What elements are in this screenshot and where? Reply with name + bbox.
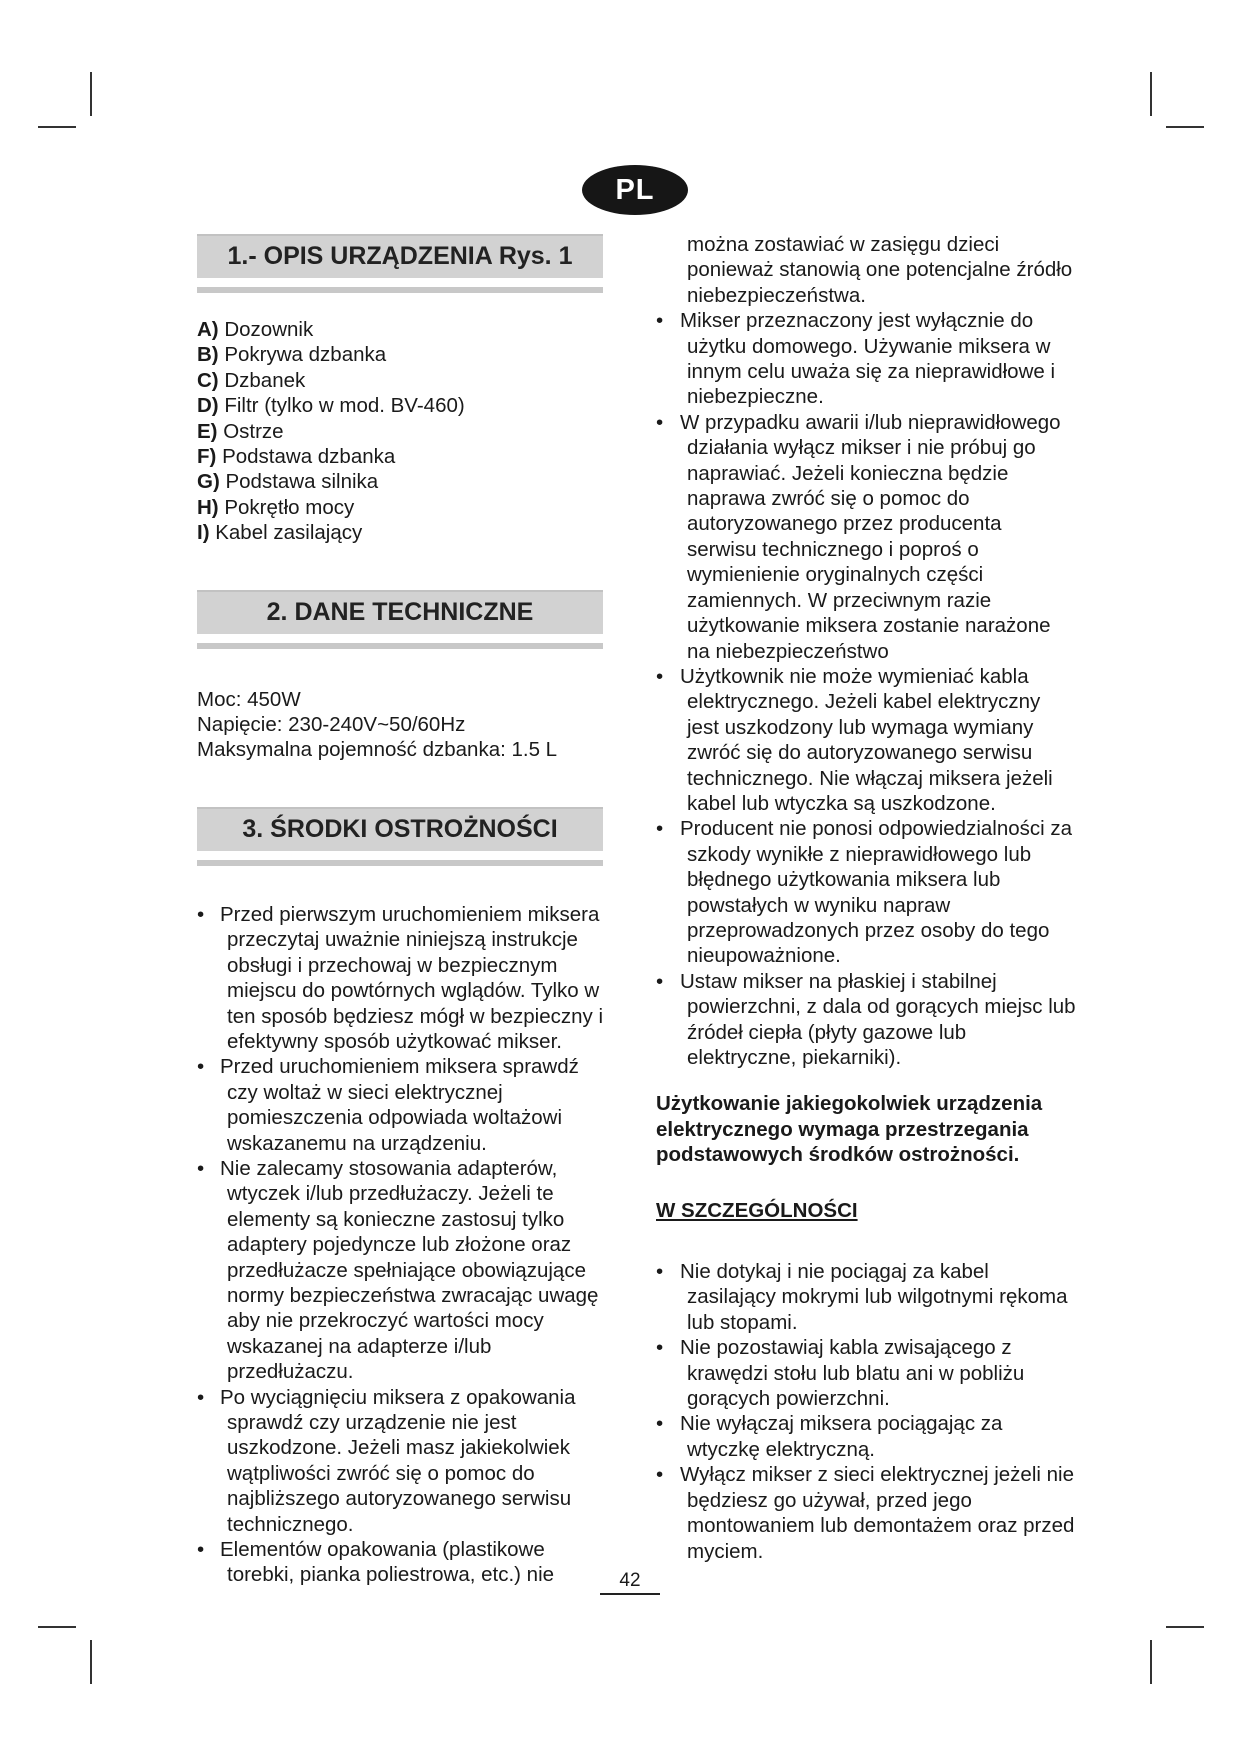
- part-item: [197, 419, 612, 444]
- page-number: 42: [600, 1570, 660, 1595]
- section-title: 1.- OPIS URZĄDZENIA Rys. 1: [197, 234, 603, 278]
- crop-mark-top-right-v: [1150, 72, 1152, 116]
- particular-item: • Nie wyłączaj miksera pociągając za wtyczkę elektryczną.: [656, 1411, 1076, 1462]
- particular-item: • Wyłącz mikser z sieci elektrycznej jeżeli nie będziesz go używał, przed jego montowaniem lub demontażem oraz przed myciem.: [656, 1462, 1076, 1564]
- crop-mark-top-left-v: [90, 72, 92, 116]
- precaution-item: • Mikser przeznaczony jest wyłącznie do użytku domowego. Używanie miksera w innym celu uważa się za nieprawidłowe i niebezpieczne.: [656, 308, 1076, 410]
- precautions-list-left: [197, 902, 612, 1588]
- part-item: [197, 317, 612, 342]
- precautions-list-right: [656, 308, 1076, 1070]
- part-name: Ostrze: [223, 419, 284, 443]
- part-letter: G): [197, 470, 220, 494]
- part-name: Filtr (tylko w mod. BV-460): [224, 394, 465, 418]
- particular-list: [656, 1259, 1076, 1564]
- part-item: [197, 393, 612, 418]
- tech-specs: [197, 687, 612, 763]
- part-item: [197, 495, 612, 520]
- right-column: [656, 232, 1076, 1564]
- precaution-item: • Użytkownik nie może wymieniać kabla elektrycznego. Jeżeli kabel elektryczny jest uszkodzony lub wymaga wymiany zwróć się do autoryzowanego serwisu technicznego. Nie włączaj miksera jeżeli kabel lub wtyczka są uszkodzone.: [656, 664, 1076, 816]
- left-column: [197, 234, 612, 1588]
- crop-mark-bottom-right-h: [1166, 1626, 1204, 1628]
- crop-mark-bottom-left-h: [38, 1626, 76, 1628]
- part-letter: D): [197, 394, 219, 418]
- parts-list: [197, 317, 612, 546]
- subheading-particular: W SZCZEGÓLNOŚCI: [656, 1198, 858, 1222]
- section-title: 3. ŚRODKI OSTROŻNOŚCI: [197, 807, 603, 851]
- section-underline: [197, 287, 603, 293]
- crop-mark-bottom-right-v: [1150, 1640, 1152, 1684]
- part-name: Dzbanek: [224, 368, 306, 392]
- part-name: Dozownik: [224, 318, 314, 341]
- part-item: [197, 444, 612, 469]
- part-item: [197, 368, 612, 393]
- precaution-item: • W przypadku awarii i/lub nieprawidłowego działania wyłącz mikser i nie próbuj go naprawiać. Jeżeli konieczna będzie naprawa zwróć się o pomoc do autoryzowanego przez producenta serwisu technicznego i poproś o wymienienie oryginalnych części zamiennych. W przeciwnym razie użytkowanie miksera zostanie narażone na niebezpieczeństwo: [656, 410, 1076, 664]
- spec-line: Moc: 450W: [197, 687, 301, 711]
- section-title: 2. DANE TECHNICZNE: [197, 590, 603, 634]
- section-underline: [197, 860, 603, 866]
- precaution-item: • Elementów opakowania (plastikowe torebki, pianka poliestrowa, etc.) nie: [197, 1537, 612, 1588]
- part-name: Pokrętło mocy: [224, 495, 355, 519]
- section-header-srodki: [197, 807, 603, 866]
- section-header-dane: [197, 590, 603, 649]
- crop-mark-top-left-h: [38, 126, 76, 128]
- part-letter: B): [197, 343, 219, 367]
- part-letter: E): [197, 419, 218, 443]
- precaution-item: • Producent nie ponosi odpowiedzialności za szkody wynikłe z nieprawidłowego lub błędnego użytkowania miksera lub powstałych w wyniku napraw przeprowadzonych przez osoby do tego nieupoważnione.: [656, 816, 1076, 968]
- part-item: [197, 520, 612, 545]
- section-header-opis: [197, 234, 603, 293]
- part-item: [197, 342, 612, 367]
- crop-mark-top-right-h: [1166, 126, 1204, 128]
- precaution-item: • Ustaw mikser na płaskiej i stabilnej powierzchni, z dala od gorących miejsc lub źródeł ciepła (płyty gazowe lub elektryczne, piekarniki).: [656, 969, 1076, 1071]
- spec-line: Maksymalna pojemność dzbanka: 1.5 L: [197, 738, 558, 762]
- part-letter: A): [197, 318, 219, 341]
- part-name: Podstawa silnika: [225, 470, 379, 494]
- spec-line: Napięcie: 230-240V~50/60Hz: [197, 713, 466, 737]
- part-name: Pokrywa dzbanka: [224, 343, 387, 367]
- particular-item: • Nie pozostawiaj kabla zwisającego z krawędzi stołu lub blatu ani w pobliżu gorących powierzchni.: [656, 1335, 1076, 1411]
- part-letter: F): [197, 445, 217, 469]
- precaution-item: • Przed pierwszym uruchomieniem miksera przeczytaj uważnie niniejszą instrukcje obsługi i przechowaj w bezpiecznym miejscu do powtórnych wglądów. Tylko w ten sposób będziesz mógł w bezpieczny i efektywny sposób użytkować mikser.: [197, 902, 612, 1054]
- section-underline: [197, 643, 603, 649]
- part-name: Kabel zasilający: [215, 521, 363, 545]
- crop-mark-bottom-left-v: [90, 1640, 92, 1684]
- part-letter: H): [197, 495, 219, 519]
- part-item: [197, 469, 612, 494]
- precaution-item: • Po wyciągnięciu miksera z opakowania sprawdź czy urządzenie nie jest uszkodzone. Jeżeli masz jakiekolwiek wątpliwości zwróć się o pomoc do najbliższego autoryzowanego serwisu technicznego.: [197, 1385, 612, 1537]
- precaution-item: • Przed uruchomieniem miksera sprawdź czy woltaż w sieci elektrycznej pomieszczenia odpowiada woltażowi wskazanemu na urządzeniu.: [197, 1054, 612, 1156]
- safety-note: Użytkowanie jakiegokolwiek urządzenia elektrycznego wymaga przestrzegania podstawowych środków ostrożności.: [656, 1092, 1043, 1167]
- language-badge: PL: [582, 165, 688, 215]
- particular-item: • Nie dotykaj i nie pociągaj za kabel zasilający mokrymi lub wilgotnymi rękoma lub stopami.: [656, 1259, 1076, 1335]
- part-letter: C): [197, 368, 219, 392]
- precaution-item: • Nie zalecamy stosowania adapterów, wtyczek i/lub przedłużaczy. Jeżeli te elementy są konieczne zastosuj tylko adaptery pojedyncze lub złożone oraz przedłużacze spełniające obowiązujące normy bezpieczeństwa zwracając uwagę aby nie przekroczyć wartości mocy wskazanej na adapterze i/lub przedłużaczu.: [197, 1156, 612, 1385]
- part-letter: I): [197, 521, 210, 545]
- precaution-continuation: można zostawiać w zasięgu dzieci ponieważ stanowią one potencjalne źródło niebezpieczeństwa.: [687, 233, 1073, 307]
- part-name: Podstawa dzbanka: [222, 445, 396, 469]
